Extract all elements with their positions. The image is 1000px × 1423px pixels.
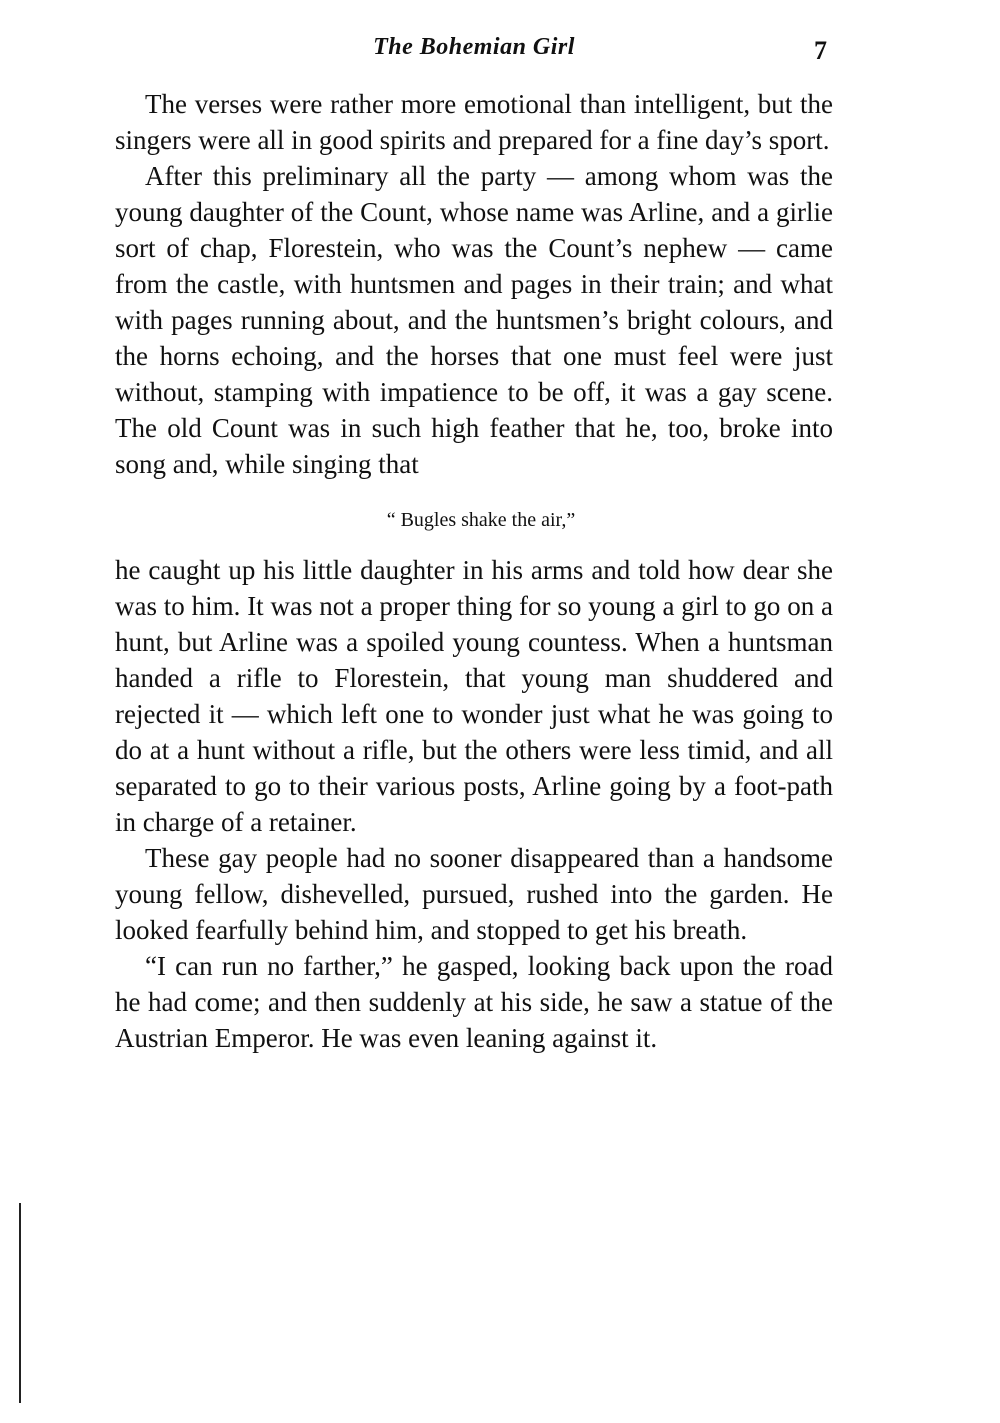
binding-edge-line (19, 1203, 21, 1403)
paragraph-1: The verses were rather more emotional than intelligent, but the singers were all in good spirits and prepared for a fine day’s sport. (115, 89, 833, 155)
running-header (115, 28, 833, 72)
book-page (115, 28, 833, 1056)
page-number: 7 (814, 36, 827, 65)
running-title: The Bohemian Girl (373, 34, 575, 60)
body-text (115, 86, 833, 1056)
paragraph-5: “I can run no farther,” he gasped, looking back upon the road he had come; and then suddenly at his side, he saw a statue of the Austrian Emperor. He was even leaning against it. (115, 951, 833, 1053)
paragraph-2: After this preliminary all the party — among whom was the young daughter of the Count, whose name was Arline, and a girlie sort of chap, Florestein, who was the Count’s nephew — came from the castle, with huntsmen and pages in their train; and what with pages running about, and the huntsmen’s bright colours, and the horns echoing, and the horses that one must feel were just without, stamping with impatience to be off, it was a gay scene. The old Count was in such high feather that he, too, broke into song and, while singing that (115, 161, 833, 479)
song-quote: “ Bugles shake the air,” (386, 509, 576, 531)
paragraph-4: These gay people had no sooner disappeared than a handsome young fellow, dishevelled, pursued, rushed into the garden. He looked fearfully behind him, and stopped to get his breath. (115, 843, 833, 945)
paragraph-3: he caught up his little daughter in his arms and told how dear she was to him. It was not a proper thing for so young a girl to go on a hunt, but Arline was a spoiled young countess. When a huntsman handed a rifle to Florestein, that young man shuddered and rejected it — which left one to wonder just what he was going to do at a hunt without a rifle, but the others were less timid, and all separated to go to their various posts, Arline going by a foot-path in charge of a retainer. (115, 555, 833, 837)
